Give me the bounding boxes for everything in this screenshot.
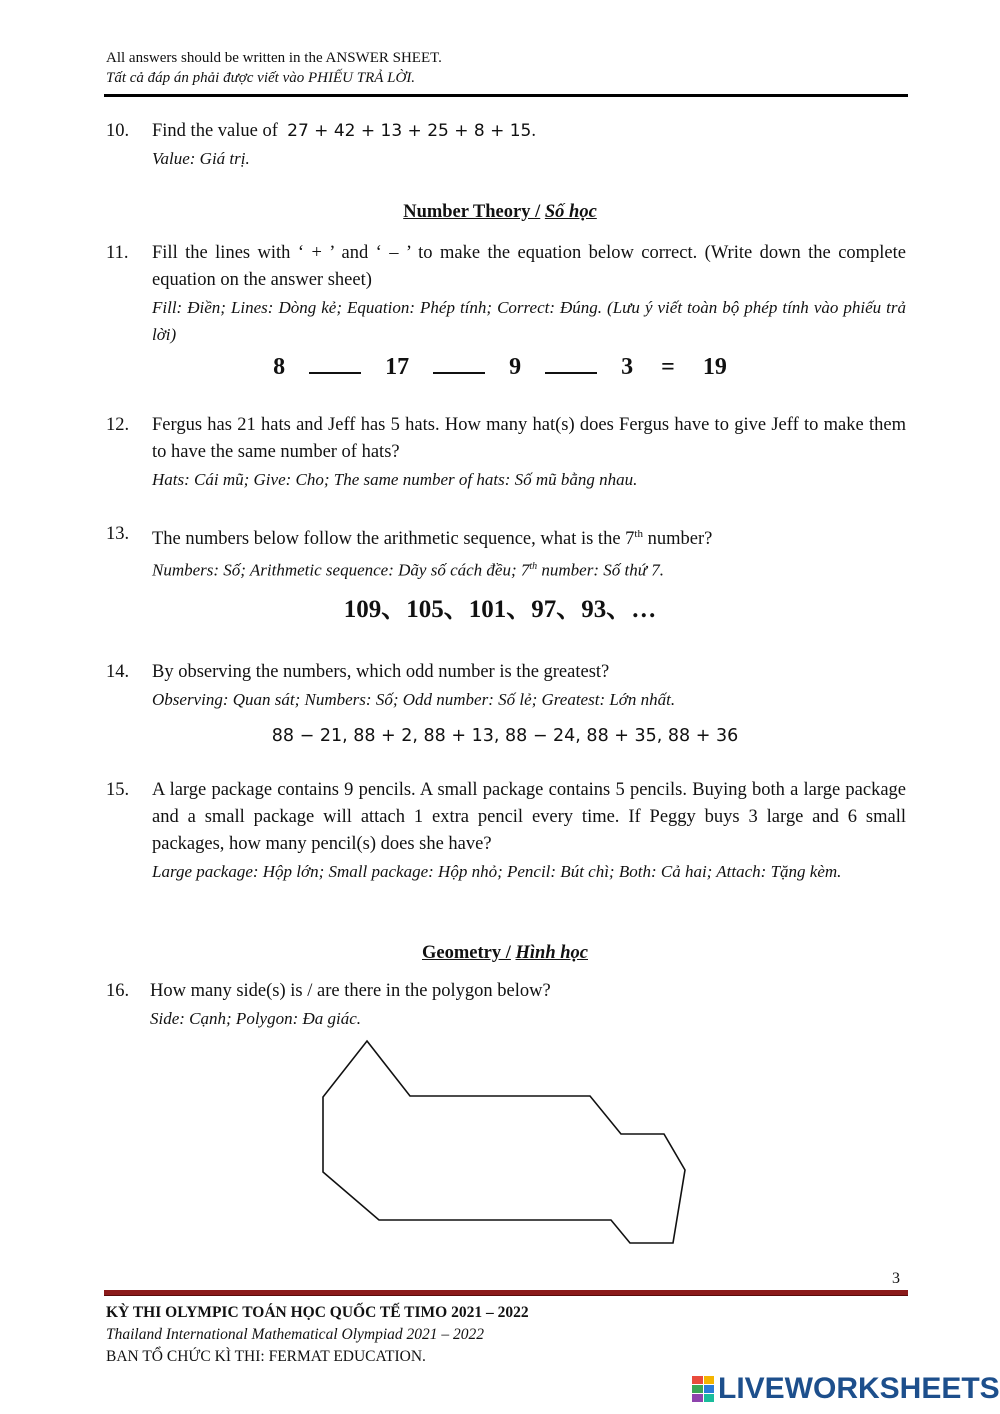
footer-divider xyxy=(104,1290,908,1296)
section-title-number-theory: Number Theory / Số học xyxy=(403,202,597,222)
question-number: 12. xyxy=(106,415,130,435)
expression-list: 88 − 21, 88 + 2, 88 + 13, 88 − 24, 88 + 35, 88 + 36 xyxy=(271,726,739,746)
footer-organizer: BAN TỔ CHỨC KÌ THI: FERMAT EDUCATION. xyxy=(106,1348,426,1365)
question-text: Fergus has 21 hats and Jeff has 5 hats. How many hat(s) does Fergus have to give Jeff to make them to have the same number of hats? xyxy=(152,415,906,462)
question-translation: Fill: Điền; Lines: Dòng kẻ; Equation: Phép tính; Correct: Đúng. (Lưu ý viết toàn bộ phép tính vào phiếu trả lời) xyxy=(152,298,906,344)
header-instruction-en: All answers should be written in the ANSWER SHEET. xyxy=(106,50,442,66)
math-expression: 27 + 42 + 13 + 25 + 8 + 15 xyxy=(287,121,532,141)
footer-subtitle: Thailand International Mathematical Olympiad 2021 – 2022 xyxy=(106,1326,485,1343)
question-text: Find the value of 27 + 42 + 13 + 25 + 8 + 15. xyxy=(152,121,536,141)
fill-equation: 8 17 9 3 = 19 xyxy=(273,354,727,380)
liveworksheets-icon xyxy=(692,1376,714,1402)
question-translation: Observing: Quan sát; Numbers: Số; Odd number: Số lẻ; Greatest: Lớn nhất. xyxy=(152,690,676,709)
question-number: 15. xyxy=(106,780,130,800)
liveworksheets-logo xyxy=(692,1372,1000,1406)
footer-title: KỲ THI OLYMPIC TOÁN HỌC QUỐC TẾ TIMO 2021 – 2022 xyxy=(106,1304,529,1321)
question-number: 11. xyxy=(106,243,129,263)
question-number: 10. xyxy=(106,121,130,141)
question-translation: Value: Giá trị. xyxy=(152,149,250,168)
page-number: 3 xyxy=(892,1270,900,1287)
question-translation: Numbers: Số; Arithmetic sequence: Dãy số cách đều; 7th number: Số thứ 7. xyxy=(152,560,665,580)
question-text: By observing the numbers, which odd number is the greatest? xyxy=(152,662,610,682)
section-title-geometry: Geometry / Hình học xyxy=(422,943,588,963)
question-number: 13. xyxy=(106,524,130,544)
question-translation: Hats: Cái mũ; Give: Cho; The same number of hats: Số mũ bằng nhau. xyxy=(152,470,638,489)
liveworksheets-wordmark: LIVEWORKSHEETS xyxy=(718,1372,1000,1405)
question-text: Fill the lines with ‘ + ’ and ‘ – ’ to make the equation below correct. (Write down the complete equation on the answer sheet) xyxy=(152,243,906,290)
question-number: 14. xyxy=(106,662,130,682)
question-text: How many side(s) is / are there in the polygon below? xyxy=(150,981,551,1001)
header-instruction-vi: Tất cả đáp án phải được viết vào PHIẾU TRẢ LỜI. xyxy=(106,70,416,86)
question-number: 16. xyxy=(106,981,130,1001)
page-footer xyxy=(106,1302,906,1368)
question-translation: Side: Cạnh; Polygon: Đa giác. xyxy=(150,1009,362,1028)
question-translation: Large package: Hộp lớn; Small package: Hộp nhỏ; Pencil: Bút chì; Both: Cả hai; Attach: Tặng kèm. xyxy=(152,862,842,881)
question-text: The numbers below follow the arithmetic sequence, what is the 7th number? xyxy=(152,528,713,550)
question-text: A large package contains 9 pencils. A small package contains 5 pencils. Buying both a large package and a small package will attach 1 extra pencil every time. If Peggy buys 3 large and 6 small packages, how many pencil(s) does she have? xyxy=(152,780,906,854)
number-sequence: 109、105、101、97、93、… xyxy=(343,596,657,623)
polygon-shape xyxy=(323,1041,685,1243)
